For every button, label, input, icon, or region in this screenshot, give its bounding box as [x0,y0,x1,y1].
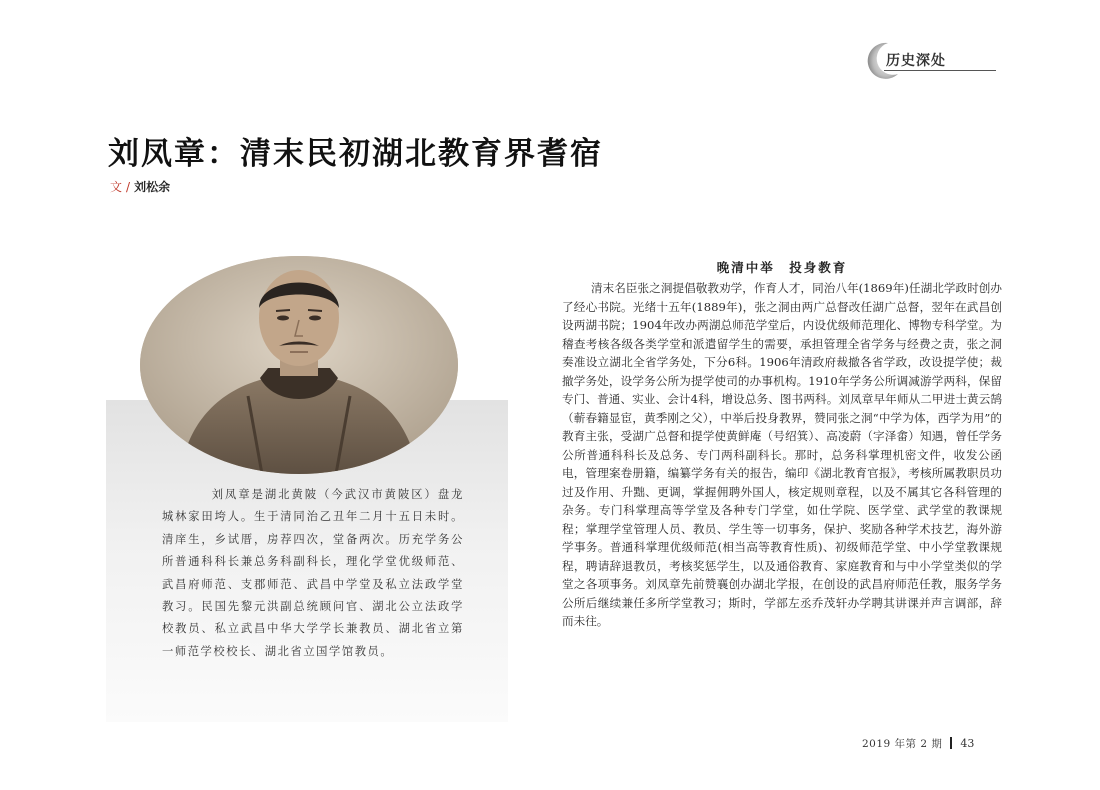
byline-author: 刘松余 [134,180,171,194]
issue-label: 2019 年第 2 期 [862,738,943,750]
section-heading: 晚清中举 投身教育 [716,260,848,275]
page-number: 43 [960,737,975,750]
section-label: 历史深处 [886,53,946,69]
byline [110,178,170,195]
section-tag [858,40,998,80]
byline-prefix: 文 [110,180,123,194]
section-rule [884,70,996,71]
page-footer [862,736,974,751]
portrait-caption: 刘凤章是湖北黄陂（今武汉市黄陂区）盘龙城林家田垮人。生于清同治乙丑年二月十五日未时。清庠生，乡试厝，房荐四次，堂备两次。历充学务公所普通科科长兼总务科副科长，理化学堂优级师范、武昌府师范、支郡师范、武昌中学堂及私立法政学堂教习。民国先黎元洪副总统顾问官、湖北公立法政学校教员、私立武昌中华大学学长兼教员、湖北省立第一师范学校校长、湖北省立国学馆教员。 [162,488,464,658]
footer-divider [950,737,952,749]
byline-separator: / [126,180,131,194]
portrait-photo [140,256,458,474]
article-body: 清末名臣张之洞提倡敬教劝学，作育人才，同治八年(1869年)任湖北学政时创办了经心书院。光绪十五年(1889年)，张之洞由两广总督改任湖广总督，翌年在武昌创设两湖书院；1904年改办两湖总师范学堂后，内设优级师范理化、博物专科学堂。为稽查考核各级各类学堂和派遣留学生的需要，承担管理全省学务与经费之责，张之洞奏准设立湖北全省学务处，下分6科。1906年清政府裁撤各省学政，改设提学使；裁撤学务处，设学务公所为提学使司的办事机构。1910年学务公所调减游学两科，保留专门、普通、实业、会计4科，增设总务、图书两科。刘凤章早年师从二甲进士黄云鹄（蕲春籍显宦，黄季刚之父），中举后投身教界，赞同张之洞“中学为体，西学为用”的教育主张，受湖广总督和提学使黄鲜庵（号绍箕）、高凌蔚（字泽畬）知遇，曾任学务公所普通科科长及总务、专门两科副科长。那时，总务科掌理机密文件，收发公函电，管理案卷册籍，编纂学务有关的报告，编印《湖北教育官报》，考核所属教职员功过及作用、升黜、更调，掌握佣聘外国人，核定规则章程，以及不属其它各科管理的杂务。专门科掌理高等学堂及各种专门学堂，如仕学院、医学堂、武学堂的教课规程；掌理学堂管理人员、教员、学生等一切事务，保护、奖励各种学术技艺，海外游学事务。普通科掌理优级师范(相当高等教育性质)、初级师范学堂、中小学堂教课规程，聘请辞退教员，考核奖惩学生，以及通俗教育、家庭教育和与中小学堂类似的学堂之各项事务。刘凤章先前赞襄创办湖北学报，在创设的武昌府师范任教，服务学务公所后继续兼任多所学堂教习；斯时，学部左丞乔茂轩办学聘其讲课并声言调部，辞而未往。 [562,281,1002,628]
portrait-image [140,256,458,474]
article-title: 刘凤章：清末民初湖北教育界耆宿 [108,136,603,172]
